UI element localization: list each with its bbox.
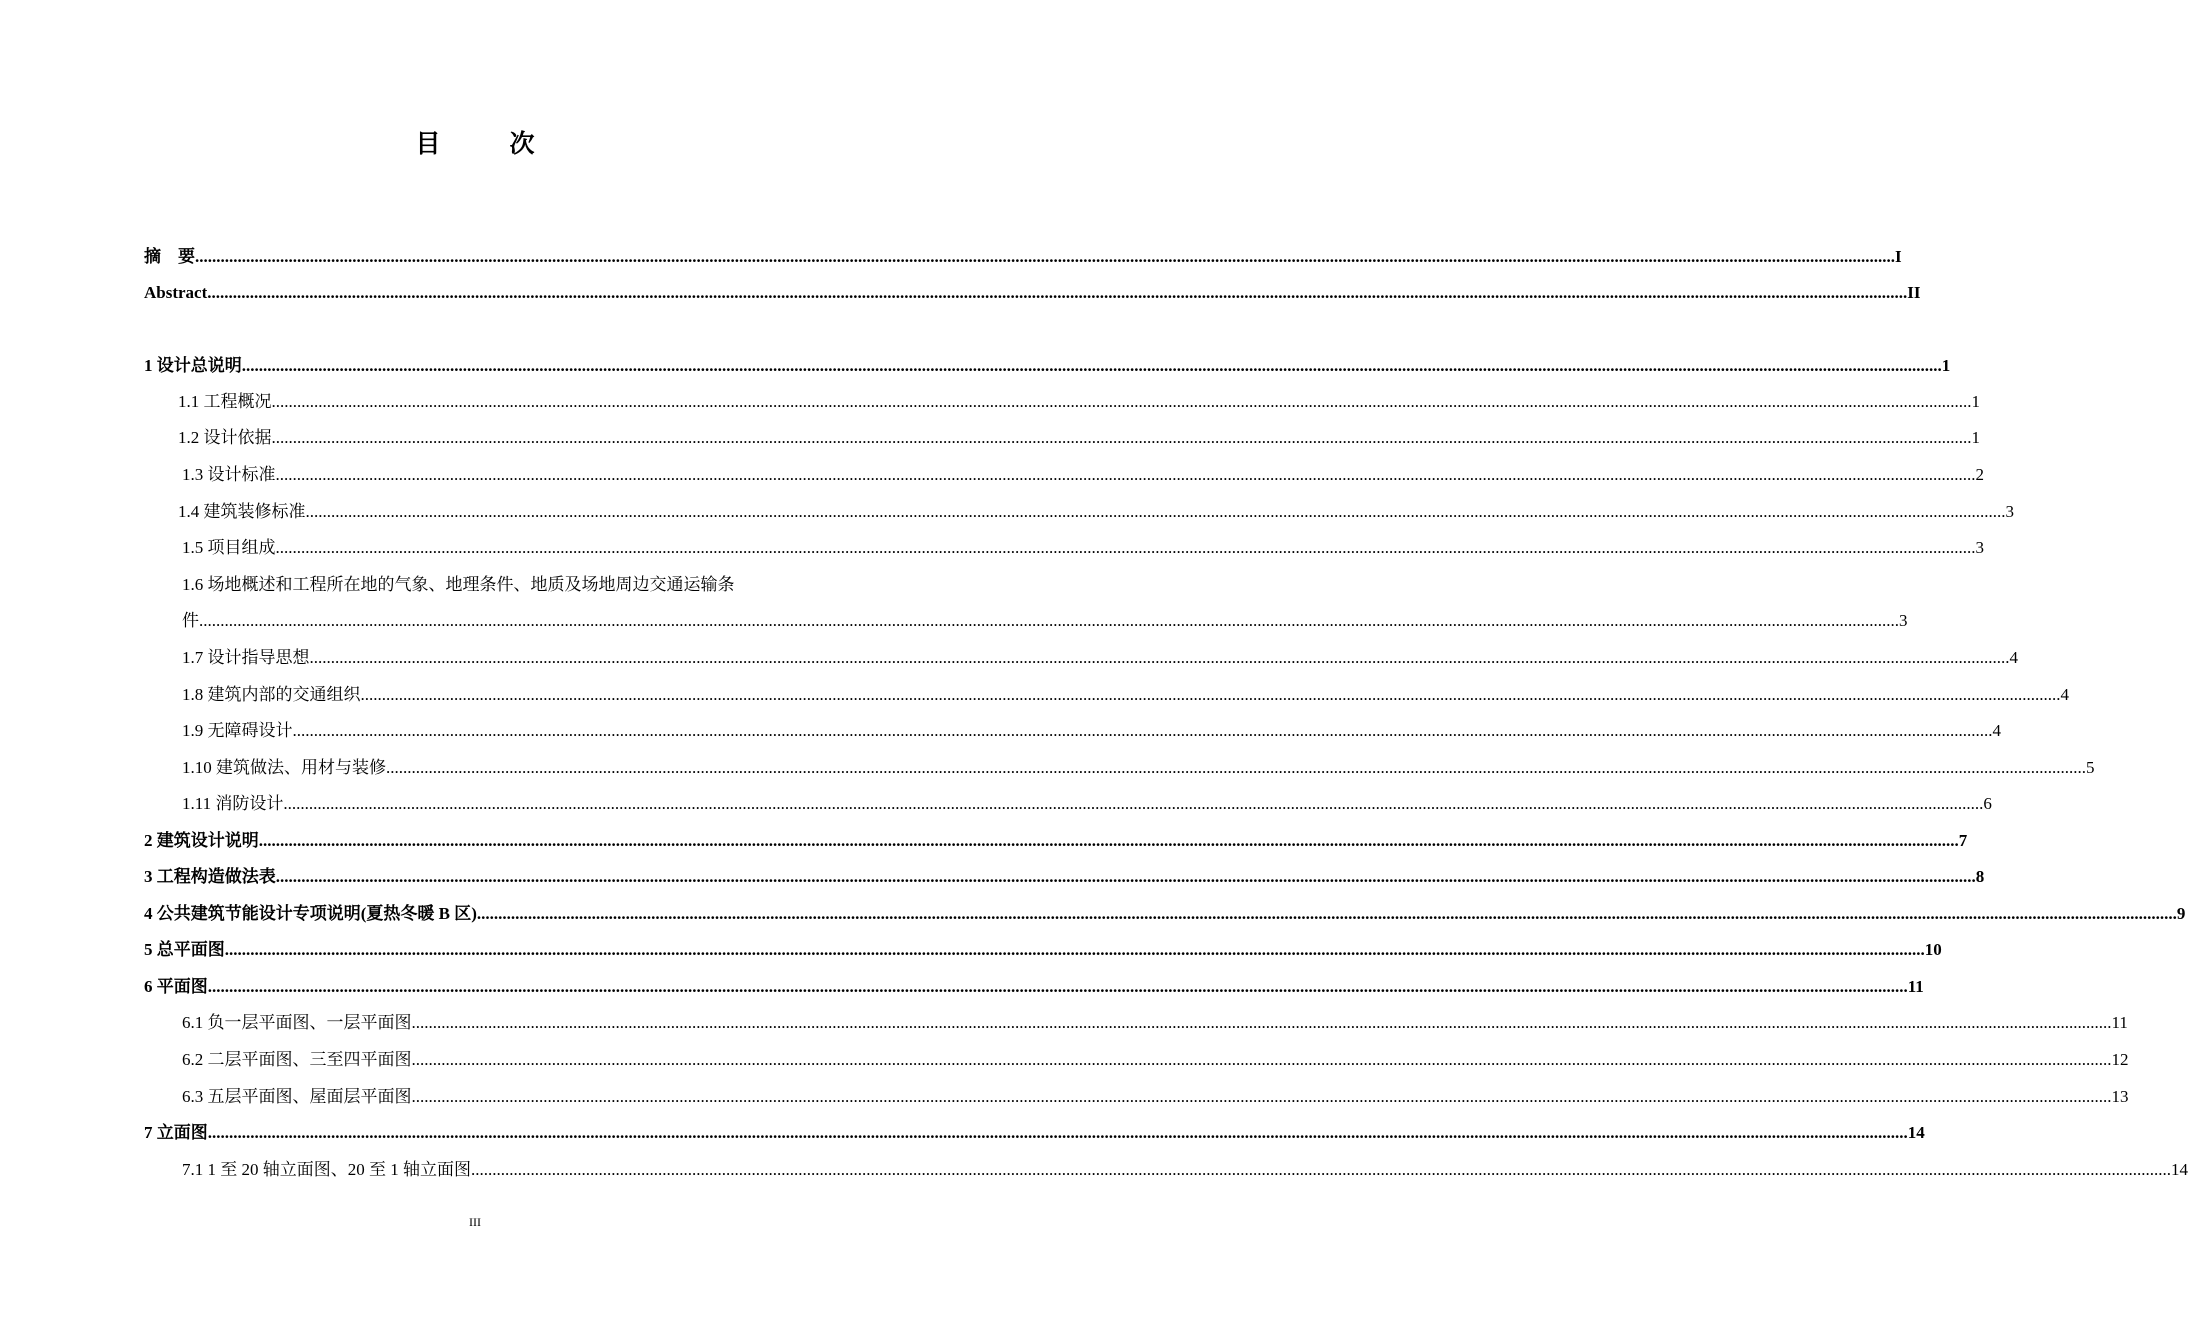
toc-entry-1-1[interactable] xyxy=(178,391,1980,413)
toc-label: 3 工程构造做法表 xyxy=(144,867,276,886)
toc-leader-dots: ................................................................................................................................................................................................................................................................................................................................................................................................................ xyxy=(476,904,2177,923)
toc-page: 14 xyxy=(2171,1160,2188,1179)
toc-entry-1-7[interactable] xyxy=(182,647,2018,669)
toc-label: 1.7 设计指导思想 xyxy=(182,648,310,667)
toc-leader-dots: ................................................................................................................................................................................................................................................................................................................................................................................................................ xyxy=(207,1123,1908,1142)
toc-leader-dots: ................................................................................................................................................................................................................................................................................................................................................................................................................ xyxy=(275,867,1976,886)
toc-leader-dots: ................................................................................................................................................................................................................................................................................................................................................................................................................ xyxy=(271,392,1972,411)
toc-title: 目 次 xyxy=(415,131,557,158)
toc-page: 1 xyxy=(1971,428,1980,447)
toc-entry-chapter-4[interactable] xyxy=(144,903,2186,925)
toc-leader-dots: ................................................................................................................................................................................................................................................................................................................................................................................................................ xyxy=(195,247,1895,266)
toc-entry-1-3[interactable] xyxy=(182,464,1984,486)
toc-page: 3 xyxy=(1899,611,1908,630)
toc-page: 14 xyxy=(1907,1123,1925,1142)
toc-leader-dots: ................................................................................................................................................................................................................................................................................................................................................................................................................ xyxy=(411,1013,2112,1032)
toc-page: 1 xyxy=(1971,392,1980,411)
toc-page: 4 xyxy=(2060,685,2069,704)
toc-page: 4 xyxy=(2009,648,2018,667)
toc-entry-1-4[interactable] xyxy=(178,501,2014,523)
toc-leader-dots: ................................................................................................................................................................................................................................................................................................................................................................................................................ xyxy=(411,1050,2112,1069)
toc-leader-dots: ................................................................................................................................................................................................................................................................................................................................................................................................................ xyxy=(271,428,1972,447)
toc-entry-chapter-6[interactable] xyxy=(144,976,1924,998)
toc-entry-1-9[interactable] xyxy=(182,720,2001,742)
toc-label: 4 公共建筑节能设计专项说明(夏热冬暖 B 区) xyxy=(144,904,477,923)
toc-entry-1-2[interactable] xyxy=(178,427,1980,449)
toc-entry-1-10[interactable] xyxy=(182,757,2095,779)
toc-entry-1-6-line1[interactable]: 1.6 场地概述和工程所在地的气象、地理条件、地质及场地周边交通运输条 xyxy=(182,575,735,594)
toc-label: 1.10 建筑做法、用材与装修 xyxy=(182,758,386,777)
toc-label: 7 立面图 xyxy=(144,1123,208,1142)
toc-page: 12 xyxy=(2111,1050,2129,1069)
toc-leader-dots: ................................................................................................................................................................................................................................................................................................................................................................................................................ xyxy=(224,940,1925,959)
toc-leader-dots: ................................................................................................................................................................................................................................................................................................................................................................................................................ xyxy=(241,356,1942,375)
toc-page: 3 xyxy=(2005,502,2014,521)
toc-page: 13 xyxy=(2111,1087,2129,1106)
toc-leader-dots: ................................................................................................................................................................................................................................................................................................................................................................................................................ xyxy=(258,831,1959,850)
toc-label: 6.2 二层平面图、三至四平面图 xyxy=(182,1050,412,1069)
toc-label: 7.1 1 至 20 轴立面图、20 至 1 轴立面图 xyxy=(182,1160,471,1179)
toc-page: 6 xyxy=(1983,794,1992,813)
toc-entry-1-5[interactable] xyxy=(182,537,1984,559)
toc-label: 1.4 建筑装修标准 xyxy=(178,502,306,521)
toc-entry-1-11[interactable] xyxy=(182,793,1992,815)
toc-entry-chapter-7[interactable] xyxy=(144,1122,1925,1144)
toc-leader-dots: ................................................................................................................................................................................................................................................................................................................................................................................................................ xyxy=(199,611,1899,630)
toc-label: Abstract xyxy=(144,283,208,302)
toc-entry-abstract-cn[interactable] xyxy=(144,246,1902,268)
toc-page: II xyxy=(1907,283,1921,302)
toc-entry-6-3[interactable] xyxy=(182,1086,2129,1108)
toc-label: 1.11 消防设计 xyxy=(182,794,284,813)
toc-page: 11 xyxy=(2111,1013,2128,1032)
toc-label: 6 平面图 xyxy=(144,977,208,996)
toc-page: 8 xyxy=(1975,867,1985,886)
toc-label: 1.9 无障碍设计 xyxy=(182,721,293,740)
toc-leader-dots: ................................................................................................................................................................................................................................................................................................................................................................................................................ xyxy=(309,648,2010,667)
toc-entry-1-8[interactable] xyxy=(182,684,2069,706)
toc-label: 6.3 五层平面图、屋面层平面图 xyxy=(182,1087,412,1106)
toc-entry-chapter-1[interactable] xyxy=(144,355,1951,377)
toc-leader-dots: ................................................................................................................................................................................................................................................................................................................................................................................................................ xyxy=(386,758,2086,777)
toc-leader-dots: ................................................................................................................................................................................................................................................................................................................................................................................................................ xyxy=(275,538,1976,557)
toc-entry-6-2[interactable] xyxy=(182,1049,2129,1071)
toc-page: 5 xyxy=(2086,758,2095,777)
toc-page: I xyxy=(1895,247,1902,266)
toc-label: 5 总平面图 xyxy=(144,940,225,959)
page-number: III xyxy=(469,1215,481,1229)
toc-page: 1 xyxy=(1941,356,1951,375)
toc-label: 1.2 设计依据 xyxy=(178,428,272,447)
toc-leader-dots: ................................................................................................................................................................................................................................................................................................................................................................................................................ xyxy=(411,1087,2112,1106)
toc-entry-chapter-5[interactable] xyxy=(144,939,1942,961)
toc-label: 2 建筑设计说明 xyxy=(144,831,259,850)
toc-label: 1.1 工程概况 xyxy=(178,392,272,411)
toc-label: 件 xyxy=(182,611,199,630)
toc-entry-6-1[interactable] xyxy=(182,1012,2128,1034)
toc-label: 6.1 负一层平面图、一层平面图 xyxy=(182,1013,412,1032)
toc-page: 11 xyxy=(1907,977,1924,996)
toc-label: 1 设计总说明 xyxy=(144,356,242,375)
toc-leader-dots: ................................................................................................................................................................................................................................................................................................................................................................................................................ xyxy=(360,685,2061,704)
toc-entry-chapter-3[interactable] xyxy=(144,866,1985,888)
toc-page: 3 xyxy=(1975,538,1984,557)
toc-leader-dots: ................................................................................................................................................................................................................................................................................................................................................................................................................ xyxy=(207,283,1908,302)
toc-page: 4 xyxy=(1992,721,2001,740)
toc-leader-dots: ................................................................................................................................................................................................................................................................................................................................................................................................................ xyxy=(305,502,2006,521)
toc-leader-dots: ................................................................................................................................................................................................................................................................................................................................................................................................................ xyxy=(283,794,1984,813)
toc-page: 9 xyxy=(2176,904,2186,923)
toc-page: 10 xyxy=(1924,940,1942,959)
toc-entry-1-6[interactable] xyxy=(182,610,1908,632)
toc-label: 1.8 建筑内部的交通组织 xyxy=(182,685,361,704)
toc-page: 2 xyxy=(1975,465,1984,484)
toc-label: 摘 要 xyxy=(144,247,195,266)
toc-label: 1.5 项目组成 xyxy=(182,538,276,557)
toc-entry-7-1[interactable] xyxy=(182,1159,2188,1181)
toc-leader-dots: ................................................................................................................................................................................................................................................................................................................................................................................................................ xyxy=(471,1160,2171,1179)
toc-label: 1.3 设计标准 xyxy=(182,465,276,484)
toc-leader-dots: ................................................................................................................................................................................................................................................................................................................................................................................................................ xyxy=(292,721,1993,740)
toc-entry-chapter-2[interactable] xyxy=(144,830,1968,852)
toc-leader-dots: ................................................................................................................................................................................................................................................................................................................................................................................................................ xyxy=(207,977,1908,996)
toc-leader-dots: ................................................................................................................................................................................................................................................................................................................................................................................................................ xyxy=(275,465,1976,484)
toc-page: 7 xyxy=(1958,831,1968,850)
toc-entry-abstract-en[interactable] xyxy=(144,282,1921,304)
